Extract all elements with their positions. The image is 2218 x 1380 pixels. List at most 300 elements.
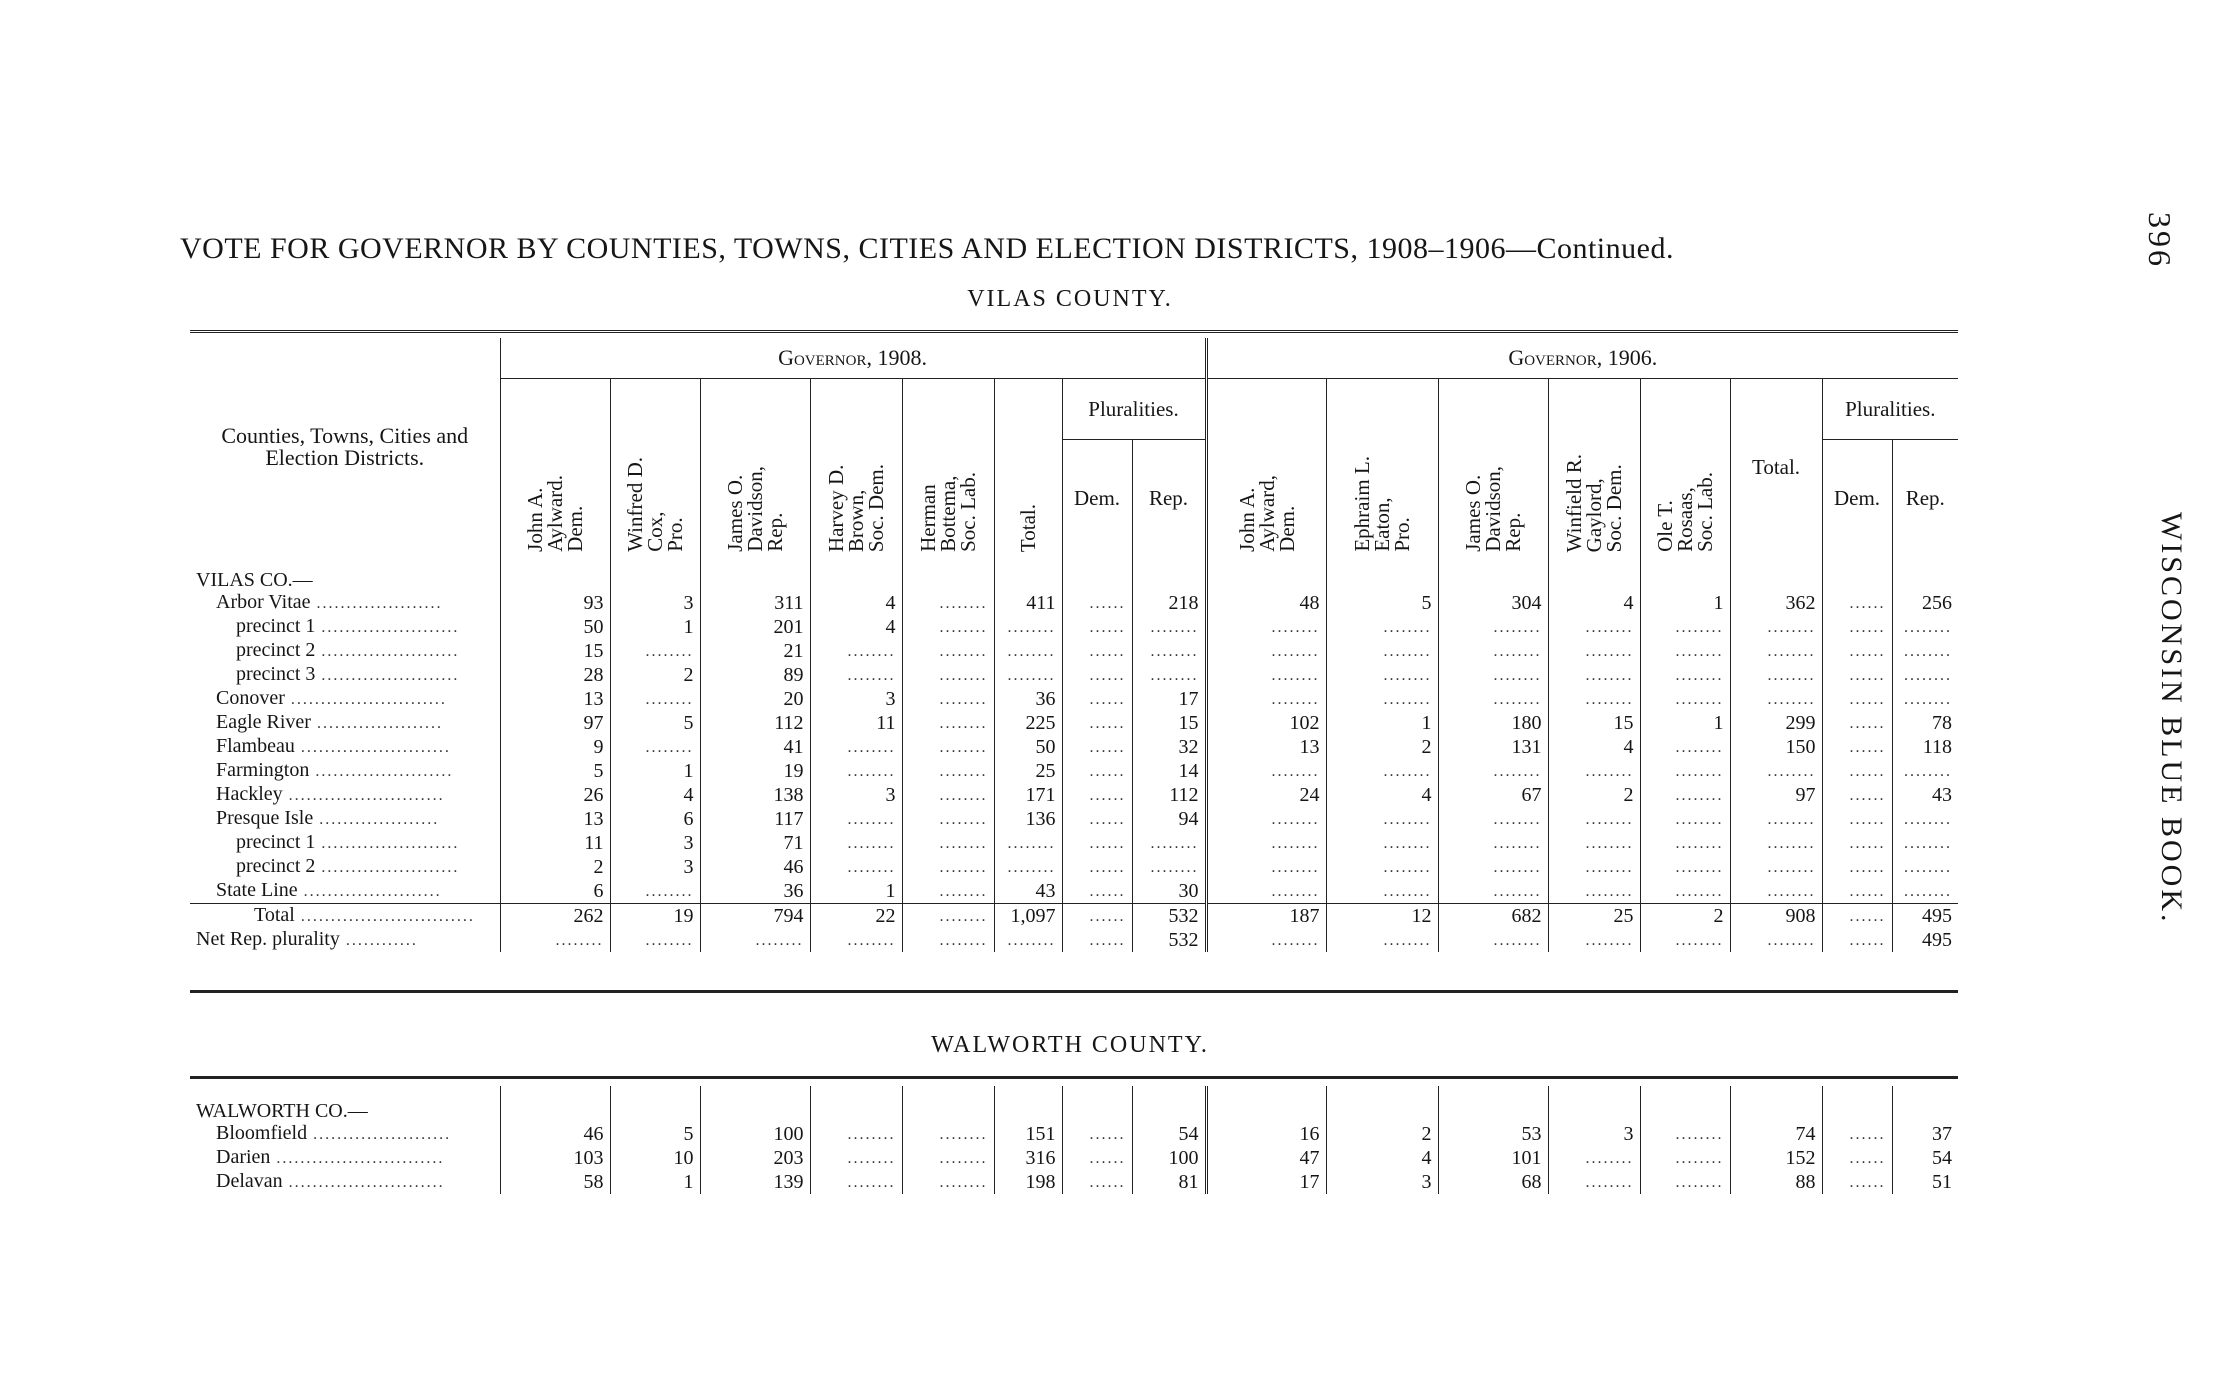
cell-col-6: 225: [994, 711, 1062, 735]
cell-col-15: ......: [1822, 591, 1892, 615]
cell-col-1: 2: [500, 855, 610, 879]
cell-col-16: ........: [1892, 687, 1958, 711]
cell-col-4: ........: [810, 1122, 902, 1146]
cell-col-9: ........: [1206, 807, 1326, 831]
cell-col-13: ........: [1640, 879, 1730, 904]
cell-col-13: ........: [1640, 807, 1730, 831]
cell-col-6: ........: [994, 831, 1062, 855]
cell-col-5: ........: [902, 831, 994, 855]
cell-col-4: ........: [810, 639, 902, 663]
cell-col-10: 3: [1326, 1170, 1438, 1194]
cell-col-14: ........: [1730, 855, 1822, 879]
cell-col-2: 1: [610, 759, 700, 783]
cell-col-3: [700, 555, 810, 591]
cell-col-6: 36: [994, 687, 1062, 711]
row-label: Conover ..........................: [216, 687, 447, 709]
cell-col-2: 5: [610, 1122, 700, 1146]
cell-col-11: 304: [1438, 591, 1548, 615]
cell-col-4: ........: [810, 759, 902, 783]
cell-col-7: ......: [1062, 735, 1132, 759]
cell-col-6: ........: [994, 928, 1062, 952]
cell-col-5: ........: [902, 928, 994, 952]
cell-col-3: 71: [700, 831, 810, 855]
cell-col-15: ......: [1822, 615, 1892, 639]
cell-col-9: ........: [1206, 639, 1326, 663]
cell-col-9: [1206, 555, 1326, 591]
cell-col-5: ........: [902, 1170, 994, 1194]
cell-col-14: 908: [1730, 904, 1822, 929]
cell-col-3: 112: [700, 711, 810, 735]
cell-col-2: 1: [610, 615, 700, 639]
cell-col-9: 13: [1206, 735, 1326, 759]
cell-col-6: ........: [994, 615, 1062, 639]
cell-col-6: 25: [994, 759, 1062, 783]
cell-col-7: ......: [1062, 1146, 1132, 1170]
cell-col-6: 316: [994, 1146, 1062, 1170]
cell-col-2: 3: [610, 831, 700, 855]
cell-col-9: 24: [1206, 783, 1326, 807]
table-row: [190, 879, 1958, 904]
governor-1908-header: Governor, 1908.: [500, 338, 1206, 379]
table-row: [190, 783, 1958, 807]
cell-col-7: ......: [1062, 1170, 1132, 1194]
cell-col-12: ........: [1548, 663, 1640, 687]
cell-col-2: ........: [610, 639, 700, 663]
cell-col-7: ......: [1062, 663, 1132, 687]
cell-col-2: 10: [610, 1146, 700, 1170]
cell-col-7: ......: [1062, 639, 1132, 663]
cell-col-5: [902, 555, 994, 591]
cell-col-11: [1438, 1086, 1548, 1122]
cell-col-13: ........: [1640, 928, 1730, 952]
cell-col-1: 26: [500, 783, 610, 807]
cell-col-14: 88: [1730, 1170, 1822, 1194]
cell-col-11: ........: [1438, 687, 1548, 711]
cell-col-11: ........: [1438, 855, 1548, 879]
cell-col-8: ........: [1132, 639, 1206, 663]
cell-col-4: 3: [810, 687, 902, 711]
cell-col-2: ........: [610, 735, 700, 759]
cell-col-10: 12: [1326, 904, 1438, 929]
cell-col-7: ......: [1062, 1122, 1132, 1146]
cell-col-1: 5: [500, 759, 610, 783]
cell-col-8: ........: [1132, 663, 1206, 687]
cell-col-14: ........: [1730, 615, 1822, 639]
top-double-rule: [190, 330, 1958, 333]
cell-col-1: 13: [500, 807, 610, 831]
cell-col-11: ........: [1438, 639, 1548, 663]
cell-col-9: ........: [1206, 879, 1326, 904]
vilas-county-title: VILAS COUNTY.: [967, 286, 1173, 312]
cell-col-13: 1: [1640, 591, 1730, 615]
cell-col-12: ........: [1548, 855, 1640, 879]
cell-col-6: 136: [994, 807, 1062, 831]
col-1908-davidson: James O. Davidson, Rep.: [700, 379, 810, 556]
cell-col-10: ........: [1326, 759, 1438, 783]
cell-col-16: ........: [1892, 855, 1958, 879]
cell-col-11: [1438, 555, 1548, 591]
cell-col-8: 532: [1132, 904, 1206, 929]
cell-col-15: ......: [1822, 1170, 1892, 1194]
cell-col-13: ........: [1640, 1122, 1730, 1146]
cell-col-8: 14: [1132, 759, 1206, 783]
table-row: [190, 1146, 1958, 1170]
cell-col-16: 495: [1892, 904, 1958, 929]
cell-col-2: 2: [610, 663, 700, 687]
cell-col-8: 112: [1132, 783, 1206, 807]
cell-col-3: 21: [700, 639, 810, 663]
cell-col-2: ........: [610, 928, 700, 952]
cell-col-1: 46: [500, 1122, 610, 1146]
table-row: [190, 759, 1958, 783]
walworth-top-rule: [190, 1076, 1958, 1079]
cell-col-13: 1: [1640, 711, 1730, 735]
table-row: [190, 639, 1958, 663]
cell-col-13: ........: [1640, 1170, 1730, 1194]
cell-col-8: 17: [1132, 687, 1206, 711]
cell-col-5: ........: [902, 807, 994, 831]
cell-col-5: ........: [902, 615, 994, 639]
page-number: 396: [2142, 212, 2178, 269]
plurality-1906-dem: Dem.: [1822, 440, 1892, 556]
cell-col-12: ........: [1548, 807, 1640, 831]
cell-col-16: 54: [1892, 1146, 1958, 1170]
cell-col-11: 68: [1438, 1170, 1548, 1194]
cell-col-13: ........: [1640, 639, 1730, 663]
table-row: [190, 687, 1958, 711]
cell-col-13: 2: [1640, 904, 1730, 929]
cell-col-12: ........: [1548, 639, 1640, 663]
column-label-header: Counties, Towns, Cities and Election Districts.: [221, 422, 469, 470]
cell-col-15: ......: [1822, 879, 1892, 904]
cell-col-13: [1640, 555, 1730, 591]
cell-col-2: 5: [610, 711, 700, 735]
cell-col-15: ......: [1822, 1146, 1892, 1170]
cell-col-15: ......: [1822, 783, 1892, 807]
cell-col-16: 43: [1892, 783, 1958, 807]
table-row: [190, 735, 1958, 759]
table-row: [190, 807, 1958, 831]
cell-col-15: ......: [1822, 1122, 1892, 1146]
col-1906-total: Total.: [1730, 379, 1822, 556]
cell-col-12: ........: [1548, 1170, 1640, 1194]
row-label: Flambeau .........................: [216, 735, 451, 757]
cell-col-4: 3: [810, 783, 902, 807]
cell-col-15: ......: [1822, 663, 1892, 687]
col-1906-gaylord: Winfield R. Gaylord, Soc. Dem.: [1548, 379, 1640, 556]
cell-col-1: 262: [500, 904, 610, 929]
cell-col-7: ......: [1062, 687, 1132, 711]
cell-col-9: ........: [1206, 615, 1326, 639]
cell-col-7: ......: [1062, 928, 1132, 952]
cell-col-12: 3: [1548, 1122, 1640, 1146]
cell-col-6: [994, 555, 1062, 591]
county-heading: WALWORTH CO.—: [196, 1100, 368, 1122]
cell-col-5: ........: [902, 711, 994, 735]
cell-col-1: 9: [500, 735, 610, 759]
cell-col-15: ......: [1822, 639, 1892, 663]
cell-col-13: ........: [1640, 783, 1730, 807]
cell-col-9: ........: [1206, 928, 1326, 952]
table-row: [190, 831, 1958, 855]
cell-col-1: [500, 1086, 610, 1122]
cell-col-12: 25: [1548, 904, 1640, 929]
cell-col-12: ........: [1548, 1146, 1640, 1170]
row-label: Arbor Vitae .....................: [216, 591, 443, 613]
cell-col-5: ........: [902, 1122, 994, 1146]
cell-col-15: ......: [1822, 807, 1892, 831]
cell-col-10: 2: [1326, 1122, 1438, 1146]
pluralities-1908-header: Pluralities.: [1062, 379, 1206, 440]
cell-col-7: ......: [1062, 831, 1132, 855]
cell-col-14: 150: [1730, 735, 1822, 759]
cell-col-11: ........: [1438, 663, 1548, 687]
cell-col-14: 362: [1730, 591, 1822, 615]
cell-col-7: ......: [1062, 591, 1132, 615]
cell-col-12: ........: [1548, 615, 1640, 639]
cell-col-14: 97: [1730, 783, 1822, 807]
row-label: Net Rep. plurality ............: [196, 928, 418, 950]
cell-col-13: ........: [1640, 735, 1730, 759]
cell-col-9: ........: [1206, 759, 1326, 783]
cell-col-3: 20: [700, 687, 810, 711]
cell-col-3: 41: [700, 735, 810, 759]
cell-col-7: ......: [1062, 879, 1132, 904]
cell-col-11: ........: [1438, 879, 1548, 904]
col-1908-aylward: John A. Aylward. Dem.: [500, 379, 610, 556]
cell-col-9: ........: [1206, 855, 1326, 879]
col-1908-bottema: Herman Bottema, Soc. Lab.: [902, 379, 994, 556]
cell-col-4: ........: [810, 735, 902, 759]
cell-col-1: 93: [500, 591, 610, 615]
cell-col-10: [1326, 1086, 1438, 1122]
cell-col-4: 11: [810, 711, 902, 735]
cell-col-1: 6: [500, 879, 610, 904]
cell-col-13: ........: [1640, 1146, 1730, 1170]
cell-col-14: ........: [1730, 663, 1822, 687]
cell-col-6: 50: [994, 735, 1062, 759]
cell-col-16: [1892, 1086, 1958, 1122]
cell-col-11: 67: [1438, 783, 1548, 807]
plurality-1906-rep: Rep.: [1892, 440, 1958, 556]
cell-col-14: ........: [1730, 807, 1822, 831]
cell-col-4: 4: [810, 591, 902, 615]
cell-col-14: ........: [1730, 759, 1822, 783]
cell-col-11: ........: [1438, 831, 1548, 855]
cell-col-8: 81: [1132, 1170, 1206, 1194]
cell-col-6: [994, 1086, 1062, 1122]
cell-col-16: 495: [1892, 928, 1958, 952]
cell-col-16: 78: [1892, 711, 1958, 735]
cell-col-11: ........: [1438, 807, 1548, 831]
row-label: Presque Isle ....................: [216, 807, 440, 829]
cell-col-3: 36: [700, 879, 810, 904]
cell-col-4: ........: [810, 928, 902, 952]
cell-col-12: 4: [1548, 735, 1640, 759]
cell-col-16: 37: [1892, 1122, 1958, 1146]
cell-col-4: ........: [810, 807, 902, 831]
row-label: precinct 2 .......................: [236, 639, 460, 661]
cell-col-5: ........: [902, 904, 994, 929]
cell-col-1: 103: [500, 1146, 610, 1170]
cell-col-13: ........: [1640, 687, 1730, 711]
cell-col-16: 256: [1892, 591, 1958, 615]
cell-col-9: ........: [1206, 687, 1326, 711]
row-label: precinct 1 .......................: [236, 615, 460, 637]
cell-col-8: 94: [1132, 807, 1206, 831]
row-label: State Line .......................: [216, 879, 442, 901]
cell-col-10: ........: [1326, 663, 1438, 687]
cell-col-8: ........: [1132, 855, 1206, 879]
cell-col-16: ........: [1892, 879, 1958, 904]
cell-col-2: ........: [610, 879, 700, 904]
row-label: precinct 3 .......................: [236, 663, 460, 685]
cell-col-8: ........: [1132, 831, 1206, 855]
cell-col-1: 13: [500, 687, 610, 711]
cell-col-15: ......: [1822, 904, 1892, 929]
cell-col-5: ........: [902, 1146, 994, 1170]
cell-col-3: 139: [700, 1170, 810, 1194]
row-label: Darien ............................: [216, 1146, 445, 1168]
cell-col-10: 2: [1326, 735, 1438, 759]
cell-col-6: ........: [994, 663, 1062, 687]
cell-col-10: 4: [1326, 783, 1438, 807]
county-heading: VILAS CO.—: [196, 569, 313, 591]
cell-col-14: 299: [1730, 711, 1822, 735]
cell-col-8: 30: [1132, 879, 1206, 904]
cell-col-10: 5: [1326, 591, 1438, 615]
cell-col-3: ........: [700, 928, 810, 952]
table-row: [190, 615, 1958, 639]
cell-col-13: [1640, 1086, 1730, 1122]
cell-col-8: 32: [1132, 735, 1206, 759]
cell-col-16: [1892, 555, 1958, 591]
cell-col-6: ........: [994, 639, 1062, 663]
pluralities-1906-header: Pluralities.: [1822, 379, 1958, 440]
cell-col-6: 151: [994, 1122, 1062, 1146]
cell-col-3: 311: [700, 591, 810, 615]
cell-col-13: ........: [1640, 663, 1730, 687]
table-row: [190, 1170, 1958, 1194]
cell-col-1: 58: [500, 1170, 610, 1194]
cell-col-7: ......: [1062, 807, 1132, 831]
cell-col-4: ........: [810, 831, 902, 855]
cell-col-2: 6: [610, 807, 700, 831]
walworth-table-body: [190, 1086, 1958, 1194]
cell-col-7: ......: [1062, 783, 1132, 807]
cell-col-9: 48: [1206, 591, 1326, 615]
table-row: [190, 855, 1958, 879]
col-1906-davidson: James O. Davidson, Rep.: [1438, 379, 1548, 556]
table-row: [190, 711, 1958, 735]
cell-col-2: [610, 1086, 700, 1122]
cell-col-14: ........: [1730, 879, 1822, 904]
walworth-county-title: WALWORTH COUNTY.: [931, 1032, 1209, 1058]
cell-col-5: ........: [902, 759, 994, 783]
cell-col-16: 51: [1892, 1170, 1958, 1194]
col-1906-eaton: Ephraim L. Eaton, Pro.: [1326, 379, 1438, 556]
cell-col-1: 28: [500, 663, 610, 687]
cell-col-9: 102: [1206, 711, 1326, 735]
cell-col-8: 532: [1132, 928, 1206, 952]
row-label: Farmington .......................: [216, 759, 454, 781]
cell-col-11: 101: [1438, 1146, 1548, 1170]
cell-col-4: 4: [810, 615, 902, 639]
cell-col-8: 100: [1132, 1146, 1206, 1170]
cell-col-2: 1: [610, 1170, 700, 1194]
cell-col-8: [1132, 555, 1206, 591]
col-1908-total: Total.: [994, 379, 1062, 556]
cell-col-10: [1326, 555, 1438, 591]
cell-col-5: ........: [902, 663, 994, 687]
cell-col-4: 1: [810, 879, 902, 904]
cell-col-11: 131: [1438, 735, 1548, 759]
cell-col-14: [1730, 1086, 1822, 1122]
cell-col-14: 152: [1730, 1146, 1822, 1170]
cell-col-1: 15: [500, 639, 610, 663]
cell-col-14: 74: [1730, 1122, 1822, 1146]
cell-col-3: 203: [700, 1146, 810, 1170]
cell-col-14: ........: [1730, 928, 1822, 952]
col-1908-brown: Harvey D. Brown, Soc. Dem.: [810, 379, 902, 556]
cell-col-9: ........: [1206, 831, 1326, 855]
cell-col-10: ........: [1326, 879, 1438, 904]
cell-col-12: ........: [1548, 759, 1640, 783]
row-label: Total .............................: [190, 904, 500, 929]
plurality-1908-rep: Rep.: [1132, 440, 1206, 556]
cell-col-2: [610, 555, 700, 591]
cell-col-4: [810, 1086, 902, 1122]
cell-col-9: 47: [1206, 1146, 1326, 1170]
cell-col-4: ........: [810, 663, 902, 687]
cell-col-15: ......: [1822, 831, 1892, 855]
cell-col-2: 3: [610, 591, 700, 615]
cell-col-7: ......: [1062, 855, 1132, 879]
cell-col-10: 1: [1326, 711, 1438, 735]
cell-col-10: 4: [1326, 1146, 1438, 1170]
cell-col-16: ........: [1892, 615, 1958, 639]
cell-col-9: ........: [1206, 663, 1326, 687]
cell-col-8: 15: [1132, 711, 1206, 735]
cell-col-15: ......: [1822, 687, 1892, 711]
cell-col-12: ........: [1548, 928, 1640, 952]
cell-col-2: 19: [610, 904, 700, 929]
cell-col-16: ........: [1892, 759, 1958, 783]
cell-col-14: ........: [1730, 639, 1822, 663]
cell-col-5: ........: [902, 855, 994, 879]
row-label: Eagle River .....................: [216, 711, 443, 733]
cell-col-1: 97: [500, 711, 610, 735]
row-label: precinct 2 .......................: [236, 855, 460, 877]
cell-col-6: 171: [994, 783, 1062, 807]
cell-col-13: ........: [1640, 759, 1730, 783]
walworth-table: [190, 1086, 1958, 1194]
cell-col-7: ......: [1062, 759, 1132, 783]
vilas-bottom-rule: [190, 990, 1958, 993]
plurality-1908-dem: Dem.: [1062, 440, 1132, 556]
cell-col-5: ........: [902, 783, 994, 807]
cell-col-16: ........: [1892, 807, 1958, 831]
table-row: [190, 663, 1958, 687]
cell-col-14: [1730, 555, 1822, 591]
cell-col-1: 50: [500, 615, 610, 639]
cell-col-6: 43: [994, 879, 1062, 904]
cell-col-14: ........: [1730, 831, 1822, 855]
cell-col-12: [1548, 1086, 1640, 1122]
cell-col-13: ........: [1640, 831, 1730, 855]
cell-col-9: 16: [1206, 1122, 1326, 1146]
cell-col-6: ........: [994, 855, 1062, 879]
